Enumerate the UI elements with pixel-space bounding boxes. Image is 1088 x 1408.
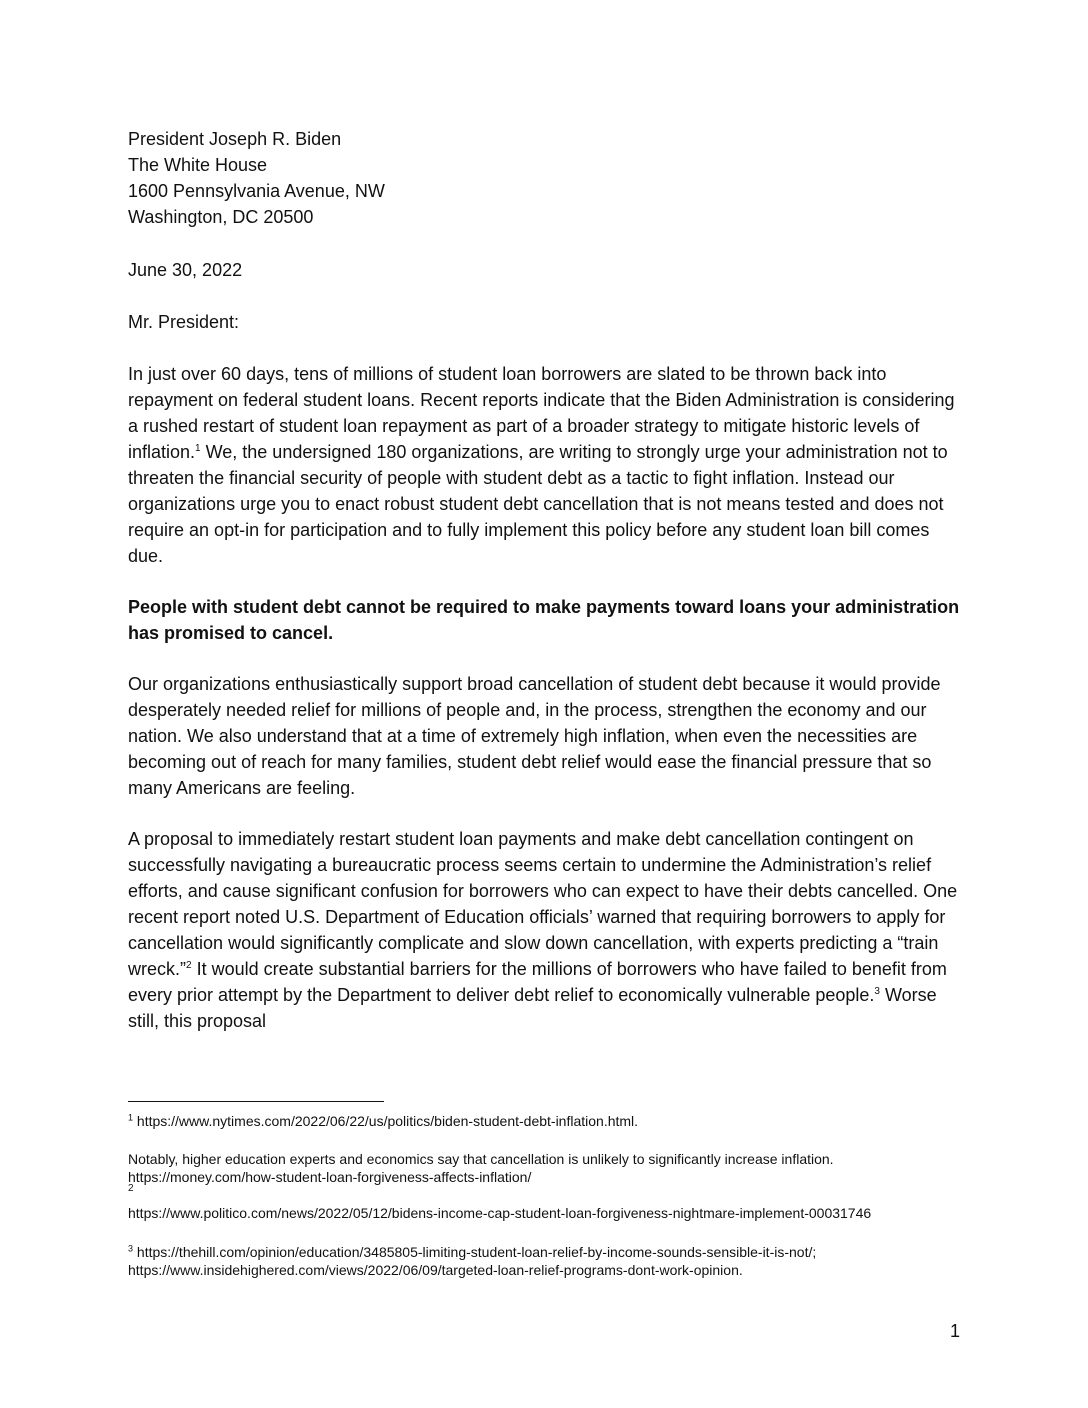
footnote-ref-3: 3 [874, 986, 880, 997]
address-line-name: President Joseph R. Biden [128, 129, 342, 149]
footnote-ref-1: 1 [195, 443, 201, 454]
footnote-1-note [128, 1150, 968, 1186]
page-number: 1 [949, 1321, 960, 1341]
footnote-3-link-2[interactable]: https://www.insidehighered.com/views/2022/06/09/targeted-loan-relief-programs-dont-work-opinion. [128, 1262, 743, 1278]
footnote-3-mark: 3 [128, 1243, 134, 1254]
salutation: Mr. President: [128, 312, 240, 332]
paragraph-proposal [128, 826, 968, 1034]
paragraph-intro-text-2: We, the undersigned 180 organizations, are writing to strongly urge your administration not to threaten the financial security of people with student debt as a tactic to fight inflation. Instead our organizations urge you to enact robust student debt cancellation that is not means tested and does not require an opt-in for participation and to fully implement this policy before any student loan bill comes due. [128, 442, 948, 566]
address-line-street: 1600 Pennsylvania Avenue, NW [128, 181, 385, 201]
footnote-ref-2: 2 [186, 960, 192, 971]
paragraph-intro-text-1: In just over 60 days, tens of millions of student loan borrowers are slated to be thrown back into repayment on federal student loans. Recent reports indicate that the Biden Administration is considering a rushed restart of student loan repayment as part of a broader strategy to mitigate historic levels of inflation. [128, 364, 955, 462]
letter-date: June 30, 2022 [128, 260, 243, 280]
footnote-1-mark: 1 [128, 1112, 134, 1123]
footnote-divider [128, 1101, 384, 1102]
footnote-2-link[interactable]: https://www.politico.com/news/2022/05/12/bidens-income-cap-student-loan-forgiveness-nightmare-implement-00031746 [128, 1205, 872, 1221]
footnote-1-link[interactable]: https://www.nytimes.com/2022/06/22/us/politics/biden-student-debt-inflation.html. [133, 1113, 639, 1129]
footnote-3-link-1[interactable]: https://thehill.com/opinion/education/3485805-limiting-student-loan-relief-by-income-sounds-sensible-it-is-not/; [133, 1244, 817, 1260]
footnote-1-note-text: Notably, higher education experts and economics say that cancellation is unlikely to significantly increase inflation. [128, 1151, 834, 1167]
recipient-address [128, 126, 968, 230]
section-heading: People with student debt cannot be required to make payments toward loans your administration has promised to cancel. [128, 597, 960, 643]
footnote-1 [128, 1112, 968, 1130]
paragraph-proposal-text-2: It would create substantial barriers for the millions of borrowers who have failed to benefit from every prior attempt by the Department to deliver debt relief to economically vulnerable people. [128, 959, 947, 1005]
address-line-city: Washington, DC 20500 [128, 207, 314, 227]
paragraph-support: Our organizations enthusiastically support broad cancellation of student debt because it would provide desperately needed relief for millions of people and, in the process, strengthen the economy and our nation. We also understand that at a time of extremely high inflation, when even the necessities are becoming out of reach for many families, student debt relief would ease the financial pressure that so many Americans are feeling. [128, 674, 941, 798]
paragraph-proposal-text-1: A proposal to immediately restart student loan payments and make debt cancellation contingent on successfully navigating a bureaucratic process seems certain to undermine the Administration’s relief efforts, and cause significant confusion for borrowers who can expect to have their debts cancelled. One recent report noted U.S. Department of Education officials’ warned that requiring borrowers to apply for cancellation would significantly complicate and slow down cancellation, with experts predicting a “train wreck.” [128, 829, 958, 979]
address-line-organization: The White House [128, 155, 268, 175]
paragraph-intro [128, 361, 968, 569]
footnote-3 [128, 1243, 968, 1279]
footnote-2-mark: 2 [128, 1183, 134, 1194]
footnote-1-note-link[interactable]: https://money.com/how-student-loan-forgiveness-affects-inflation/ [128, 1169, 532, 1185]
paragraph-proposal-text-3: Worse still, this proposal [128, 985, 937, 1031]
